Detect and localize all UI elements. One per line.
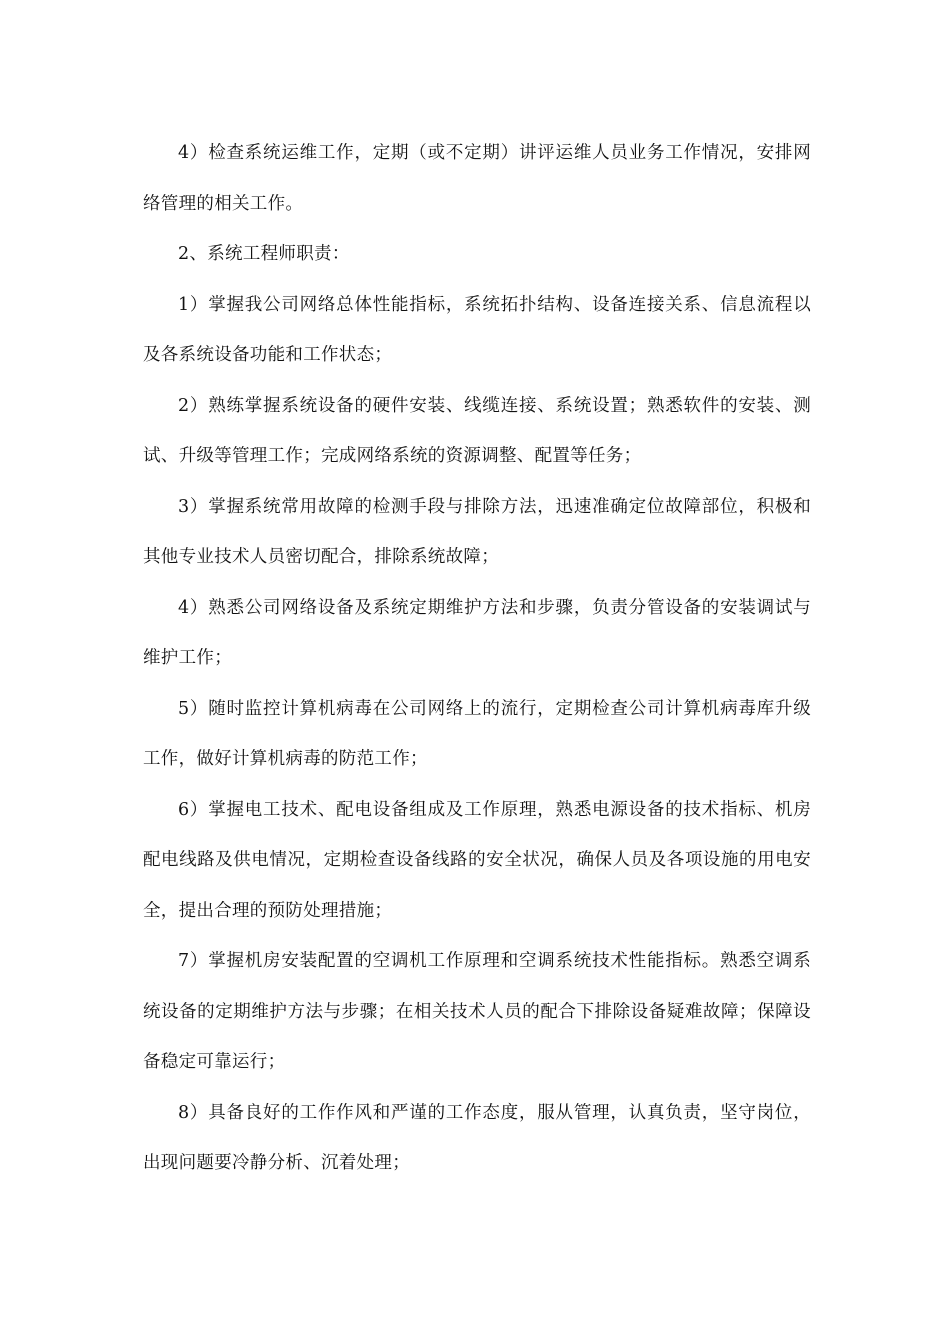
paragraph-item-2-hardware-software: 2）熟练掌握系统设备的硬件安装、线缆连接、系统设置；熟悉软件的安装、测试、升级等管理工作；完成网络系统的资源调整、配置等任务； <box>143 395 811 466</box>
section-heading-system-engineer: 2、系统工程师职责： <box>178 244 350 264</box>
paragraph-item-3-fault-handling: 3）掌握系统常用故障的检测手段与排除方法，迅速准确定位故障部位，积极和其他专业技术人员密切配合，排除系统故障； <box>143 496 811 567</box>
paragraph-item-1-network-knowledge: 1）掌握我公司网络总体性能指标，系统拓扑结构、设备连接关系、信息流程以及各系统设备功能和工作状态； <box>143 294 811 365</box>
paragraph-item-6-electrical: 6）掌握电工技术、配电设备组成及工作原理，熟悉电源设备的技术指标、机房配电线路及供电情况，定期检查设备线路的安全状况，确保人员及各项设施的用电安全，提出合理的预防处理措施； <box>143 799 811 921</box>
paragraph-item-8-work-attitude: 8）具备良好的工作作风和严谨的工作态度，服从管理，认真负责，坚守岗位，出现问题要冷静分析、沉着处理； <box>143 1102 811 1173</box>
document-body <box>143 128 811 1189</box>
paragraph-item-4-maintenance: 4）熟悉公司网络设备及系统定期维护方法和步骤，负责分管设备的安装调试与维护工作； <box>143 597 811 668</box>
paragraph-item-7-air-conditioning: 7）掌握机房安装配置的空调机工作原理和空调系统技术性能指标。熟悉空调系统设备的定期维护方法与步骤；在相关技术人员的配合下排除设备疑难故障；保障设备稳定可靠运行； <box>143 951 811 1072</box>
paragraph-item-4-review: 4）检查系统运维工作，定期（或不定期）讲评运维人员业务工作情况，安排网络管理的相关工作。 <box>143 143 811 214</box>
paragraph-item-5-virus-monitoring: 5）随时监控计算机病毒在公司网络上的流行，定期检查公司计算机病毒库升级工作，做好计算机病毒的防范工作； <box>143 698 811 769</box>
